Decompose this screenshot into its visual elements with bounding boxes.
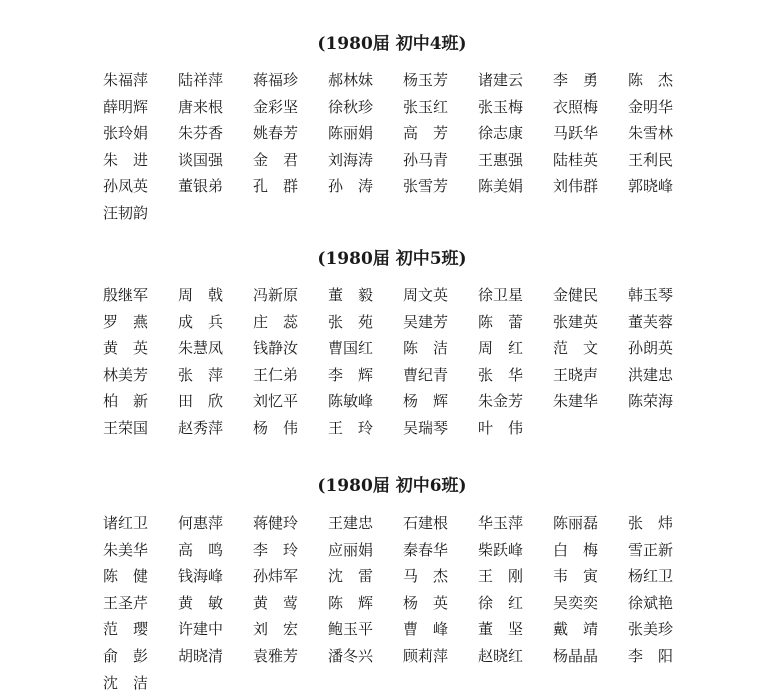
- student-name: 林美芳: [103, 365, 149, 384]
- student-name: 朱金芳: [478, 392, 524, 411]
- student-name: 马 杰: [403, 567, 448, 586]
- section-title: (1980届 初中4班): [317, 34, 467, 54]
- student-name: 徐 红: [478, 593, 523, 612]
- student-name: 柏 新: [103, 392, 148, 411]
- name-list: [103, 70, 683, 230]
- student-name: 袁雅芳: [253, 646, 299, 665]
- student-name: 陈丽磊: [553, 514, 599, 532]
- student-name: 金健民: [553, 286, 599, 304]
- student-name: 叶 伟: [478, 418, 523, 437]
- student-name: 金彩坚: [253, 97, 299, 116]
- student-name: 唐来根: [178, 97, 224, 116]
- student-name: 王圣芹: [103, 593, 149, 612]
- student-name: 洪建忠: [628, 365, 674, 384]
- student-name: 张建英: [553, 312, 599, 331]
- name-list: [103, 285, 683, 445]
- student-name: 郭晓峰: [628, 177, 674, 196]
- student-name: 黄 莺: [253, 593, 298, 612]
- student-name: 陈 健: [103, 567, 148, 586]
- student-name: 钱海峰: [178, 567, 224, 586]
- student-name: 王惠强: [478, 150, 524, 169]
- student-name: 李 辉: [328, 365, 373, 384]
- name-list: [103, 513, 683, 699]
- student-name: 孙 涛: [328, 177, 373, 196]
- student-name: 李 阳: [628, 646, 673, 665]
- student-name: 应丽娟: [328, 540, 374, 559]
- student-name: 王建忠: [328, 514, 374, 532]
- student-name: 孔 群: [253, 177, 298, 196]
- student-name: 徐志康: [478, 124, 524, 143]
- student-name: 徐斌艳: [628, 593, 674, 612]
- student-name: 孙马青: [403, 150, 449, 169]
- student-name: 李 玲: [253, 540, 298, 559]
- student-name: 黄 英: [103, 339, 148, 358]
- student-name: 胡晓清: [178, 646, 224, 665]
- student-name: 徐卫星: [478, 286, 524, 304]
- student-name: 金 君: [253, 150, 298, 169]
- student-name: 庄 蕊: [253, 312, 298, 331]
- student-name: 秦春华: [403, 540, 449, 559]
- student-name: 王 玲: [328, 418, 373, 437]
- student-name: 吴建芳: [403, 312, 449, 331]
- student-name: 孙炜军: [253, 567, 299, 586]
- student-name: 王荣国: [103, 418, 149, 437]
- student-name: 华玉萍: [478, 514, 524, 532]
- student-name: 高 鸣: [178, 540, 223, 559]
- student-name: 朱建华: [553, 392, 599, 411]
- student-name: 冯新原: [253, 286, 299, 304]
- student-name: 孙朗英: [628, 339, 674, 358]
- student-name: 黄 敏: [178, 593, 223, 612]
- student-name: 陈美娟: [478, 177, 524, 196]
- student-name: 谈国强: [178, 150, 224, 169]
- student-name: 王仁弟: [253, 365, 299, 384]
- student-name: 金明华: [628, 97, 674, 116]
- student-name: 董芙蓉: [628, 312, 674, 331]
- student-name: 杨 辉: [403, 392, 448, 411]
- student-name: 薛明辉: [103, 97, 149, 116]
- student-name: 诸红卫: [103, 514, 149, 532]
- student-name: 杨 英: [403, 593, 448, 612]
- student-name: 白 梅: [553, 540, 598, 559]
- student-name: 殷继军: [103, 286, 149, 304]
- student-name: 李 勇: [553, 71, 598, 89]
- student-name: 朱芬香: [178, 124, 224, 143]
- student-name: 陈敏峰: [328, 392, 374, 411]
- student-name: 石建根: [403, 514, 449, 532]
- student-name: 孙凤英: [103, 177, 149, 196]
- student-name: 沈 雷: [328, 567, 373, 586]
- student-name: 马跃华: [553, 124, 599, 143]
- student-name: 潘冬兴: [328, 646, 374, 665]
- student-name: 汪韧韵: [103, 203, 149, 222]
- student-name: 周 红: [478, 339, 523, 358]
- student-name: 郝林妹: [328, 71, 374, 89]
- student-name: 张 炜: [628, 514, 673, 532]
- student-name: 高 芳: [403, 124, 448, 143]
- student-name: 诸建云: [478, 71, 524, 89]
- student-name: 张美珍: [628, 620, 674, 639]
- student-name: 衣照梅: [553, 97, 599, 116]
- student-name: 田 欣: [178, 392, 223, 411]
- student-name: 杨红卫: [628, 567, 674, 586]
- student-name: 赵晓红: [478, 646, 524, 665]
- student-name: 徐秋珍: [328, 97, 374, 116]
- student-name: 蒋健玲: [253, 514, 299, 532]
- student-name: 吴奕奕: [553, 593, 599, 612]
- student-name: 董 坚: [478, 620, 523, 639]
- student-name: 曹 峰: [403, 620, 448, 639]
- student-name: 陆桂英: [553, 150, 599, 169]
- student-name: 张玉红: [403, 97, 449, 116]
- student-name: 董银弟: [178, 177, 224, 196]
- student-name: 张 苑: [328, 312, 373, 331]
- student-name: 刘 宏: [253, 620, 298, 639]
- student-name: 蒋福珍: [253, 71, 299, 89]
- student-name: 陈 辉: [328, 593, 373, 612]
- student-name: 顾莉萍: [403, 646, 449, 665]
- student-name: 周 戟: [178, 286, 223, 304]
- student-name: 陈丽娟: [328, 124, 374, 143]
- section-title: (1980届 初中6班): [317, 476, 467, 496]
- student-name: 张玲娟: [103, 124, 149, 143]
- student-name: 雪正新: [628, 540, 674, 559]
- student-name: 韩玉琴: [628, 286, 674, 304]
- student-name: 曹国红: [328, 339, 374, 358]
- student-name: 成 兵: [178, 312, 223, 331]
- student-name: 范 文: [553, 339, 598, 358]
- student-name: 姚春芳: [253, 124, 299, 143]
- student-name: 周文英: [403, 286, 449, 304]
- student-name: 王 刚: [478, 567, 523, 586]
- student-name: 何惠萍: [178, 514, 224, 532]
- student-name: 朱福萍: [103, 71, 149, 89]
- student-name: 杨玉芳: [403, 71, 449, 89]
- student-name: 刘海涛: [328, 150, 374, 169]
- student-name: 陈 洁: [403, 339, 448, 358]
- student-name: 赵秀萍: [178, 418, 224, 437]
- student-name: 张雪芳: [403, 177, 449, 196]
- student-name: 朱雪林: [628, 124, 674, 143]
- student-name: 朱慧凤: [178, 339, 224, 358]
- student-name: 刘忆平: [253, 392, 299, 411]
- student-name: 范 璎: [103, 620, 148, 639]
- student-name: 朱 进: [103, 150, 148, 169]
- student-name: 许建中: [178, 620, 224, 639]
- student-name: 陈 蕾: [478, 312, 523, 331]
- student-name: 柴跃峰: [478, 540, 524, 559]
- student-name: 朱美华: [103, 540, 149, 559]
- student-name: 钱静汝: [253, 339, 299, 358]
- student-name: 张 萍: [178, 365, 223, 384]
- student-name: 王利民: [628, 150, 674, 169]
- student-name: 张 华: [478, 365, 523, 384]
- student-name: 王晓声: [553, 365, 599, 384]
- student-name: 陈荣海: [628, 392, 674, 411]
- student-name: 俞 彭: [103, 646, 148, 665]
- student-name: 张玉梅: [478, 97, 524, 116]
- student-name: 沈 洁: [103, 673, 148, 692]
- student-name: 罗 燕: [103, 312, 148, 331]
- student-name: 韦 寅: [553, 567, 598, 586]
- student-name: 鲍玉平: [328, 620, 374, 639]
- student-name: 吴瑞琴: [403, 418, 449, 437]
- student-name: 杨 伟: [253, 418, 298, 437]
- student-name: 陆祥萍: [178, 71, 224, 89]
- student-name: 陈 杰: [628, 71, 673, 89]
- student-name: 戴 靖: [553, 620, 598, 639]
- section-title: (1980届 初中5班): [317, 249, 467, 269]
- student-name: 董 毅: [328, 286, 373, 304]
- student-name: 杨晶晶: [553, 646, 599, 665]
- student-name: 刘伟群: [553, 177, 599, 196]
- student-name: 曹纪青: [403, 365, 449, 384]
